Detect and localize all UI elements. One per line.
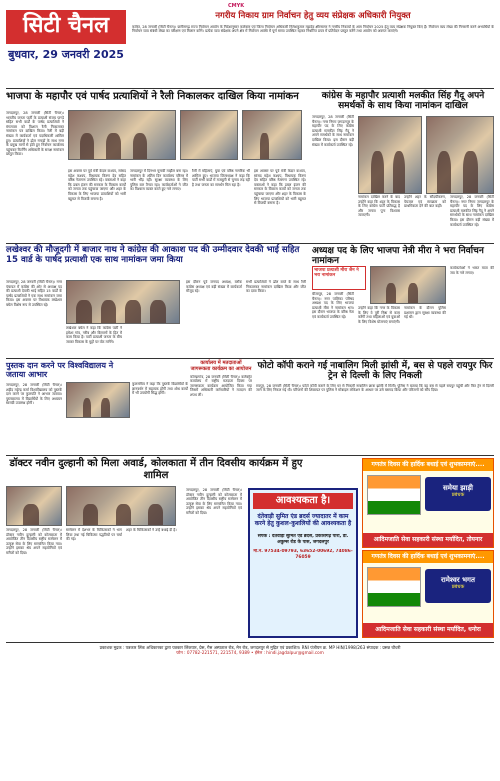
missing-girl-headline: फोटो कॉपी कराने गई नाबालिग मिली झांसी में, बस से पहले रायपुर फिर ट्रेन से दिल्ली के लिए निकली xyxy=(257,361,493,382)
bjp-col-3: जगदलपुर में दिनभर चुनावी माहौल बना रहा। नामांकन के अंतिम दिन कार्यालय परिसर में भारी भीड़ रही। सुरक्षा व्यवस्था के लिए पुलिस बल तैनात रहा। कार्यकर्ताओं ने जीत का विश्वास व्यक्त करते हुए नारे लगाए। xyxy=(130,169,188,192)
footer xyxy=(6,645,494,675)
bjp-col-4: रैली में महिलाएं, युवा एवं वरिष्ठ नागरिक भी शामिल हुए। भाजपा जिलाध्यक्ष ने कहा कि पार्टी सभी वार्डों में मजबूती से चुनाव लड़ रही है तथा जनता का समर्थन मिल रहा है। xyxy=(192,169,250,187)
bjp-rally-photo-1 xyxy=(68,110,176,160)
lakheshwar-col-1: जगदलपुर, 28 जनवरी (सिटी चैनल)। नगर पंचायत में कांग्रेस की ओर से अध्यक्ष पद की प्रत्याशी देवकी भाई सहित 15 वार्डों के पार्षद प्रत्याशियों ने एक साथ नामांकन जमा किया। इस अवसर पर विधायक लखेश्वर बघेल विशेष रूप से उपस्थित रहे। xyxy=(6,280,62,307)
divider xyxy=(6,88,494,89)
republic-ad-1-role: प्रबंधक xyxy=(451,492,465,499)
bjp-rally-photo-2 xyxy=(180,110,238,160)
lakheshwar-headline: लखेश्वर की मौजूदगी में बाजार नाथ ने कांग्रेस की आकाश पद की उम्मीदवार देवकी भाई सहित 15 वार्ड के पार्षद प्रत्याशी एक साथ नामांकन जमा किया xyxy=(6,245,300,265)
voter-awareness-story xyxy=(190,361,252,453)
doctor-headline: डॉक्टर नवीन दुल्हानी को मिला अवार्ड, कोलकाता में तीन दिवसीय कार्यक्रम में हुए शामिल xyxy=(9,458,303,481)
required-ad-contact: संपर्क : दंतेवाड़ी सुमित एंड ब्रदर्स, प्रकाशगढ़ पारा, डी. अकुम्स रोड के पास, जगदलपुर xyxy=(257,533,349,545)
book-donation-headline: पुस्तक दान करने पर विश्वविद्यालय ने जताया आभार xyxy=(6,361,114,380)
mayor-col-3: उन्होंने शहर के सौंदर्यीकरण, पेयजल एवं स्वच्छता को प्राथमिकता देने की बात कही। xyxy=(404,195,446,209)
republic-ad-1-greeting: गणतंत्र दिवस की हार्दिक बधाई एवं शुभकामनाएं.... xyxy=(363,459,493,471)
republic-ad-1 xyxy=(362,458,494,548)
congress-mayor-photo-2 xyxy=(426,116,494,194)
required-ad-body: दंतेवाड़ी सुमित एंड ब्रदर्स ज्यादातर में काम करने हेतु कुशल-कुशलियों की आवश्यकता है xyxy=(254,513,352,527)
required-ad-title: आवश्यकता है। xyxy=(253,493,353,509)
top-story-body: कांकेर, 28 जनवरी (सिटी चैनल)। छत्तीसगढ़ राज्य निर्वाचन आयोग के निर्देशानुसार कलेक्टर एवं जिला निर्वाचन अधिकारी निलेशकुमार महादेव क्षीरसागर ने नगरीय निकायों के आम निर्वाचन 2025 हेतु व्यय संप्रेक्षक नियुक्त किए हैं। निर्वाचन व्यय लेखा की निगरानी करने अभ्यर्थियों के निर्वाचन व्यय संबंधी लेखा का परीक्षण एवं मिलान करेंगे। प्रत्येक व्यय संप्रेक्षक अपने क्षेत्र में निर्वाचन अवधि में पूर्ण समय उपस्थित रहकर निर्धारित प्रपत्र में प्रतिवेदन प्रस्तुत करेंगे तथा आयोग को अवगत कराएंगे। xyxy=(132,24,494,34)
republic-ad-2 xyxy=(362,550,494,638)
republic-ad-1-flag xyxy=(367,475,421,515)
republic-ad-2-role: प्रबंधक xyxy=(451,584,465,591)
meera-quote: भाजपा प्रत्याशी मीरा जैन ने भरा नामांकन xyxy=(314,268,359,279)
bjp-rally-photo-3 xyxy=(242,110,302,160)
lakheshwar-col-3: इस दौरान पूर्व जनपद अध्यक्ष, ब्लॉक कांग्रेस अध्यक्ष एवं बड़ी संख्या में कार्यकर्ता मौजूद रहे। xyxy=(186,280,242,294)
republic-ad-1-person-box xyxy=(425,477,491,511)
doctor-photo-1 xyxy=(6,486,62,526)
republic-ad-2-greeting: गणतंत्र दिवस की हार्दिक बधाई एवं शुभकामनाएं.... xyxy=(363,551,493,563)
divider xyxy=(6,455,494,456)
congress-mayor-photo-1 xyxy=(358,116,422,194)
missing-girl-story xyxy=(256,361,494,453)
doctor-col-4: जगदलपुर, 28 जनवरी (सिटी चैनल)। डॉक्टर नवीन दुल्हानी को कोलकाता में आयोजित तीन दिवसीय राष्ट्रीय सम्मेलन में उत्कृष्ट सेवा के लिए सम्मानित किया गया। उन्होंने इसका श्रेय अपने सहयोगियों एवं मरीजों को दिया। xyxy=(186,488,242,515)
congress-mayor-headline: कांग्रेस के महापौर प्रत्याशी मलकीत सिंह गैदू अपने समर्थकों के साथ किया नामांकन दाखिल xyxy=(321,91,485,112)
doctor-col-2: सम्मेलन में देशभर के चिकित्सकों ने भाग लिया तथा नई चिकित्सा पद्धतियों पर चर्चा की गई। xyxy=(66,528,122,542)
divider xyxy=(6,642,494,643)
bjp-col-5: इस अवसर पर पूर्व मंत्री केदार कश्यप, सांसद महेश कश्यप, विधायक किरण देव सहित वरिष्ठ नेतागण उपस्थित रहे। वक्ताओं ने कहा कि डबल इंजन की सरकार के विकास कार्यों को जनता तक पहुंचाया जाएगा और शहर के विकास के लिए भाजपा प्रत्याशियों को भारी बहुमत से विजयी बनाना है। xyxy=(254,169,306,206)
voter-awareness-body: कोण्डागांव, 28 जनवरी (सिटी चैनल)। कलेक्ट्रेट कार्यालय में राष्ट्रीय मतदाता दिवस पर जागरूकता कार्यक्रम आयोजित किया गया जिसमें अधिकारी कर्मचारियों ने मतदान की शपथ ली। xyxy=(190,374,252,397)
meera-headline: अध्यक्ष पद के लिए भाजपा नेत्री मीरा ने भरा निर्वाचन नामांकन xyxy=(312,246,484,267)
meera-col-1: बीजापुर, 28 जनवरी (सिटी चैनल)। नगर पालिका परिषद अध्यक्ष पद के लिए भाजपा प्रत्याशी मीरा ने नामांकन भरा। इस दौरान भाजपा के वरिष्ठ नेता एवं कार्यकर्ता उपस्थित रहे। xyxy=(312,292,354,319)
republic-ad-2-person: रामेश्वर भगत xyxy=(441,576,475,584)
doctor-photo-2 xyxy=(66,486,176,526)
newspaper-name: सिटी चैनल xyxy=(6,10,126,44)
doctor-col-3: शहर के चिकित्सकों ने उन्हें बधाई दी है। xyxy=(126,528,177,532)
required-ad-phone: मो.नं. 97534-09793, 63652-00692, 74086-76059 xyxy=(253,549,353,560)
book-col-1: जगदलपुर, 28 जनवरी (सिटी चैनल)। शहीद महेन्द्र कर्मा विश्वविद्यालय को पुस्तकें दान करने पर कुलपति ने आभार जताया। पुस्तकालय में विद्यार्थियों के लिए अध्ययन सामग्री उपलब्ध होगी। xyxy=(6,383,62,406)
top-story xyxy=(132,12,494,72)
lakheshwar-photo xyxy=(66,280,180,324)
voter-awareness-headline: कार्यालय में मतदाताओं जागरूकता कार्यक्रम का आयोजन xyxy=(190,360,252,372)
bjp-rally-headline: भाजपा के महापौर एवं पार्षद प्रत्याशियों ने रैली निकालकर दाखिल किया नामांकन xyxy=(6,91,299,102)
issue-date: बुधवार, 29 जनवरी 2025 xyxy=(8,48,124,61)
republic-ad-1-org: आदिमजाति सेवा सहकारी संस्था मर्यादित, तोयनार xyxy=(363,533,493,547)
lakheshwar-col-2: लखेश्वर बघेल ने कहा कि कांग्रेस पार्टी ने हमेशा गांव, गरीब और किसानों के हित में काम किया है। पार्टी प्रत्याशी जनता के बीच जाकर विकास के मुद्दों पर वोट मांगेंगे। xyxy=(66,326,122,344)
divider xyxy=(6,243,494,244)
republic-ad-1-person: समेया झाड़ी xyxy=(443,484,473,492)
footer-contact: फोन : 07782-221571, 221574, 9389 • ईमेल : hindi.jagdalpur@gmail.com xyxy=(176,650,324,656)
meera-col-4: कार्यकर्ताओं ने भारत माता की जय के नारे लगाए। xyxy=(450,266,494,275)
mayor-col-1: जगदलपुर, 28 जनवरी (सिटी चैनल)। नगर निगम जगदलपुर के महापौर पद के लिए कांग्रेस प्रत्याशी मलकीत सिंह गैदू ने अपने समर्थकों के साथ नामांकन दाखिल किया। इस दौरान बड़ी संख्या में कार्यकर्ता उपस्थित रहे। xyxy=(312,115,354,147)
bjp-col-2: इस अवसर पर पूर्व मंत्री केदार कश्यप, सांसद महेश कश्यप, विधायक किरण देव सहित वरिष्ठ नेतागण उपस्थित रहे। वक्ताओं ने कहा कि डबल इंजन की सरकार के विकास कार्यों को जनता तक पहुंचाया जाएगा और शहर के विकास के लिए भाजपा प्रत्याशियों को भारी बहुमत से विजयी बनाना है। xyxy=(68,169,126,201)
book-donation-photo xyxy=(66,382,130,418)
masthead xyxy=(6,10,126,86)
footer-imprint: प्रकाशक मुद्रक : पत्रकार लिंक अधिकारका द्वारा पत्रकार लिंकपार, प्रेस, गैस अस्पताल रोड, मेन रोड, जगदलपुर से मुद्रित एवं प्रकाशित। RNI पंजीयन क्र. MP HIN/1998/263 संपादक : प्रसन्न चौधरी xyxy=(99,645,401,650)
lakheshwar-col-4: सभी प्रत्याशियों ने ढोल बाजे के साथ रैली निकालकर नामांकन दाखिल किया और जीत का दावा किया। xyxy=(246,280,306,294)
meera-col-2: उन्होंने कहा कि नगर के विकास के लिए वे पूरी निष्ठा से काम करेंगी तथा महिलाओं एवं युवाओं के लिए विशेष योजनाएं बनाएंगी। xyxy=(358,306,400,324)
republic-ad-2-flag xyxy=(367,567,421,607)
republic-ad-2-person-box xyxy=(425,569,491,603)
meera-col-3: नामांकन के दौरान पुलिस प्रशासन द्वारा सुरक्षा व्यवस्था की गई थी। xyxy=(404,306,446,320)
meera-quote-box xyxy=(312,266,366,290)
divider xyxy=(6,358,494,359)
bjp-col-1: जगदलपुर, 28 जनवरी (सिटी चैनल)। भारतीय जनता पार्टी के प्रत्याशी संजय पाण्डे सहित सभी वार्डों के पार्षद प्रत्याशियों ने मंगलवार को विशाल रैली निकालकर नामांकन पत्र दाखिल किया। रैली में बड़ी संख्या में कार्यकर्ता एवं पदाधिकारी शामिल हुए। प्रत्याशियों ने ढोल नगाड़ों के साथ नगर के प्रमुख मार्गों से होते हुए निर्वाचन कार्यालय पहुंचकर रिटर्निंग अधिकारी के समक्ष नामांकन प्रस्तुत किया। xyxy=(6,111,64,157)
missing-girl-body: रायपुर, 28 जनवरी (सिटी चैनल)। फोटो कॉपी कराने के लिए घर से निकली नाबालिग छात्रा झांसी में मिली। पुलिस ने बताया कि वह बस से पहले रायपुर पहुंची और फिर ट्रेन से दिल्ली जाने के लिए निकल गई थी। परिजनों की शिकायत पर पुलिस ने मोबाइल लोकेशन के आधार पर उसे बरामद किया और परिजनों को सौंप दिया। xyxy=(256,383,494,393)
cmyk-marker: CMYK xyxy=(228,3,245,9)
mayor-col-4: जगदलपुर, 28 जनवरी (सिटी चैनल)। नगर निगम जगदलपुर के महापौर पद के लिए कांग्रेस प्रत्याशी मलकीत सिंह गैदू ने अपने समर्थकों के साथ नामांकन दाखिल किया। इस दौरान बड़ी संख्या में कार्यकर्ता उपस्थित रहे। xyxy=(450,195,494,227)
book-col-2: कुलसचिव ने कहा कि पुस्तकें विद्यार्थियों के ज्ञानवर्धन में सहायक होंगी तथा शोध कार्यों में भी उपयोगी सिद्ध होंगी। xyxy=(132,382,188,396)
meera-photo xyxy=(370,266,446,304)
doctor-col-1: जगदलपुर, 28 जनवरी (सिटी चैनल)। डॉक्टर नवीन दुल्हानी को कोलकाता में आयोजित तीन दिवसीय राष्ट्रीय सम्मेलन में उत्कृष्ट सेवा के लिए सम्मानित किया गया। उन्होंने इसका श्रेय अपने सहयोगियों एवं मरीजों को दिया। xyxy=(6,528,62,555)
mayor-col-2: नामांकन दाखिल करने के बाद उन्होंने कहा कि शहर के विकास के लिए कांग्रेस पार्टी प्रतिबद्ध है और जनता पुनः विश्वास जताएगी। xyxy=(358,195,400,218)
top-story-headline: नगरीय निकाय ग्राम निर्वाचन हेतु व्यय संप्रेक्षक अधिकारी नियुक्त xyxy=(215,11,411,21)
required-ad xyxy=(248,488,358,638)
republic-ad-2-org: आदिमजाति सेवा सहकारी संस्था मर्यादित, धनोरा xyxy=(363,623,493,637)
